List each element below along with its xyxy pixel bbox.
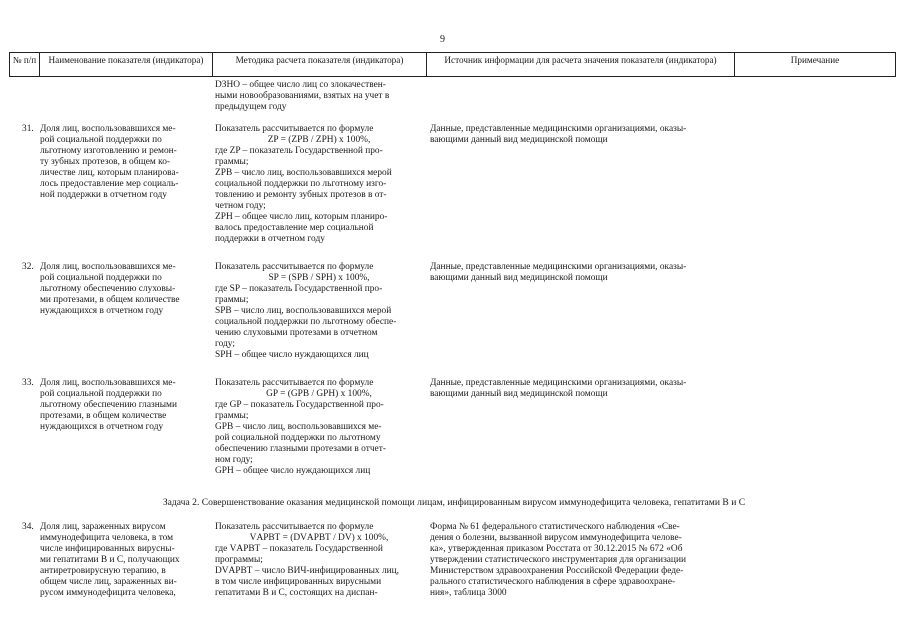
continuation-method (215, 80, 423, 113)
row-number: 31. (22, 124, 34, 134)
indicator-name: Доля лиц, воспользовавшихся ме- рой социальной поддержки по льготному обеспечению слуховы- ми протезами, в общем количестве нуждающихся в отчетном году (40, 262, 180, 316)
indicator-name: Доля лиц, воспользовавшихся ме- рой социальной поддержки по льготному изготовлению и ремон- ту зубных протезов, в общем ко- личестве лиц, которым планирова- лось предоставление мер социаль- ной поддержки в отчетном году (40, 124, 179, 200)
formula: ZP = (ZPВ / ZPН) x 100%, (267, 135, 371, 145)
page-number: 9 (440, 34, 445, 45)
indicator-name: Доля лиц, воспользовавшихся ме- рой социальной поддержки по льготному обеспечению глазными протезами, в общем количестве нуждающихся в отчетном году (40, 378, 177, 432)
formula: GP = (GPВ / GPН) x 100%, (266, 389, 372, 399)
text-line: DЗНО – общее число лиц со злокачествен- (215, 80, 386, 90)
header-name: Наименование показателя (индикатора) (39, 52, 212, 77)
formula: VАРВТ = (DVАРВТ / DV) x 100%, (249, 533, 389, 543)
information-source: Данные, представленные медицинскими организациями, оказы- вающими данный вид медицинской помощи (430, 262, 687, 283)
calculation-method: Показатель рассчитывается по формуле SP = (SPВ / SPН) x 100%, где SP – показатель Государственной про- граммы; SPВ – число лиц, воспользовавшихся мерой социальной поддержки по льготному обеспе- чению слуховыми протезами в отчетном году; SPН – общее число нуждающихся лиц (215, 262, 423, 361)
calculation-method: Показатель рассчитывается по формуле VАРВТ = (DVАРВТ / DV) x 100%, где VАРВТ – показатель Государственной программы; DVАРВТ – число ВИЧ-инфицированных лиц, в том числе инфицированных вирусными гепатитами В и С, состоящих на диспан- (215, 522, 423, 599)
header-number: № п/п (9, 52, 39, 77)
formula: SP = (SPВ / SPН) x 100%, (268, 273, 370, 283)
header-source: Источник информации для расчета значения показателя (индикатора) (426, 52, 734, 77)
header-note: Примечание (734, 52, 896, 77)
text-line: предыдущем году (215, 102, 287, 112)
row-number: 34. (22, 522, 34, 532)
calculation-method: Показатель рассчитывается по формуле ZP = (ZPВ / ZPН) x 100%, где ZP – показатель Государственной про- граммы; ZPВ – число лиц, воспользовавшихся мерой социальной поддержки по льготному изго- товлению и ремонту зубных протезов в от- четном году; ZPН – общее число лиц, которым планиро- валось предоставление мер социальной поддержки в отчетном году (215, 124, 423, 245)
task-heading: Задача 2. Совершенствование оказания медицинской помощи лицам, инфицированным вирусом иммунодефицита человека, гепатитами В и С (162, 497, 746, 508)
calculation-method: Показатель рассчитывается по формуле GP = (GPВ / GPН) x 100%, где GP – показатель Государственной про- граммы; GPВ – число лиц, воспользовавшихся ме- рой социальной поддержки по льготному обеспечению глазными протезами в отчет- ном году; GPН – общее число нуждающихся лиц (215, 378, 423, 477)
information-source: Форма № 61 федерального статистического наблюдения «Све- дения о болезни, вызванной вирусом иммунодефицита челове- ка», утвержденная приказом Росстата от 30.12.2015 № 672 «Об утверждении статистического инструментария для организации Министерством здравоохранения Российской Федерации феде- рального статистического наблюдения в сфере здравоохране- ния», таблица 3000 (430, 522, 686, 598)
indicator-name: Доля лиц, зараженных вирусом иммунодефицита человека, в том числе инфицированных вирусны- ми гепатитами В и С, получающих антиретровирусную терапию, в общем числе лиц, зараженных ви- русом иммунодефицита человека, (40, 522, 180, 598)
text-line: ными новообразованиями, взятых на учет в (215, 91, 390, 101)
information-source: Данные, представленные медицинскими организациями, оказы- вающими данный вид медицинской помощи (430, 378, 687, 399)
information-source: Данные, представленные медицинскими организациями, оказы- вающими данный вид медицинской помощи (430, 124, 687, 145)
row-number: 32. (22, 262, 34, 272)
header-method: Методика расчета показателя (индикатора) (212, 52, 426, 77)
row-number: 33. (22, 378, 34, 388)
